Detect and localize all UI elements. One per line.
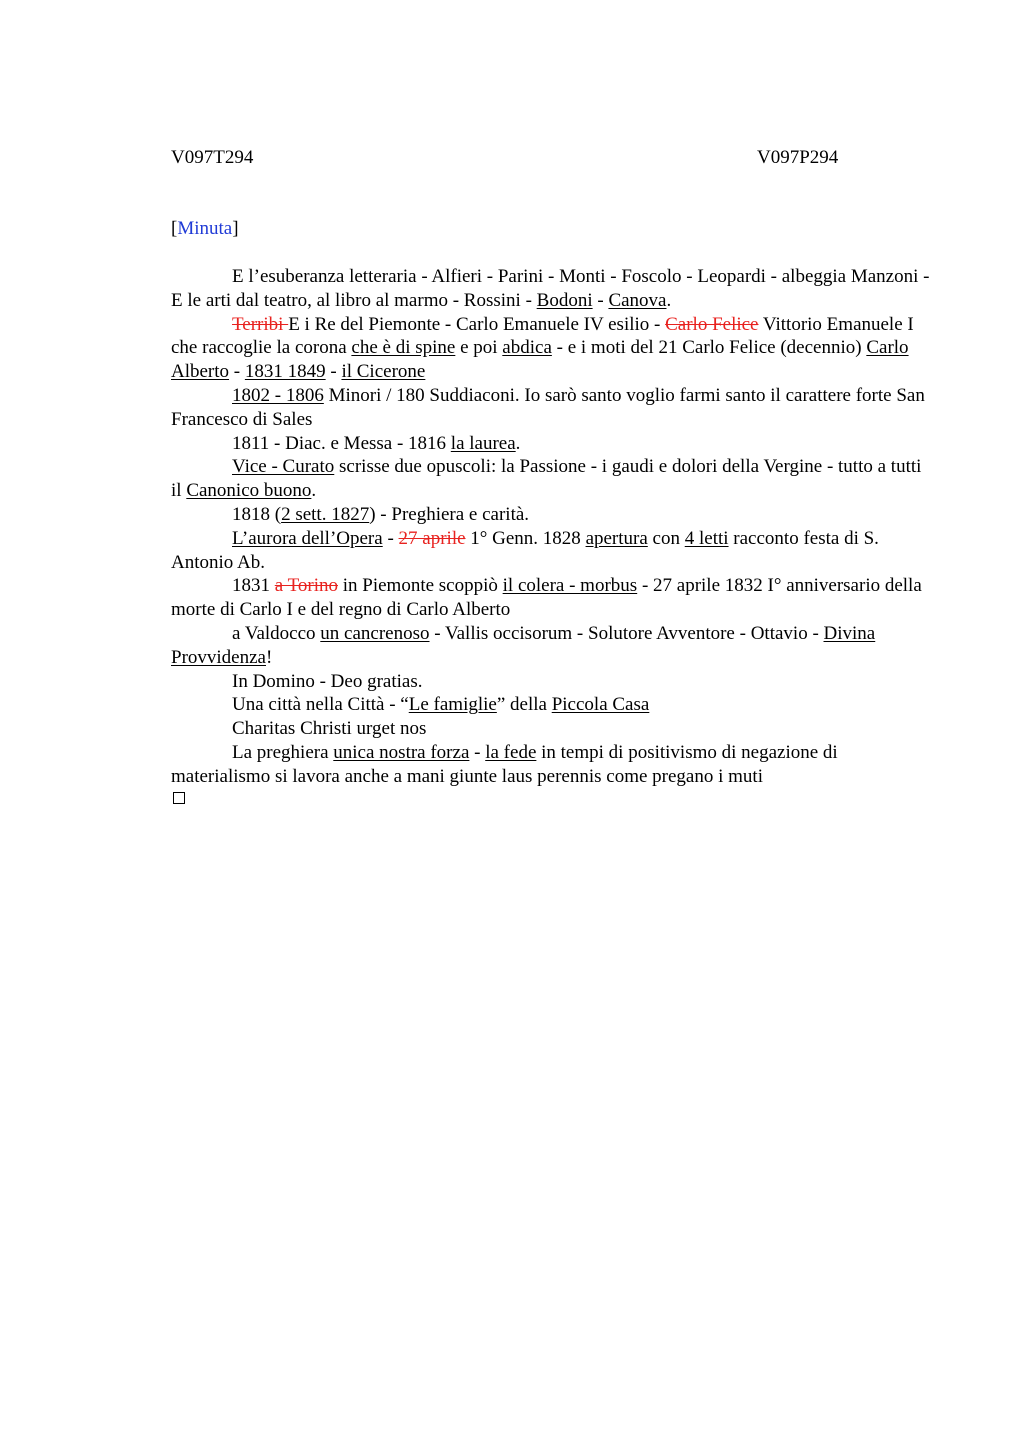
underlined-text: un cancrenoso <box>320 622 430 644</box>
text-run: Vittorio Emanuele I che raccoglie la corona <box>171 313 914 359</box>
text-run: - Vallis occisorum - Solutore Avventore - Ottavio - <box>429 622 824 644</box>
text-run: e poi <box>455 337 503 359</box>
minuta-label-line <box>171 217 239 241</box>
text-run: Minori / 180 Suddiaconi. Io sarò santo voglio farmi santo il carattere forte San Francesco di Sales <box>171 384 925 430</box>
text-run: - <box>325 361 342 383</box>
document-body <box>171 265 931 789</box>
text-run: a Valdocco <box>232 622 321 644</box>
text-run: - <box>469 741 486 763</box>
text-run: 1811 - Diac. e Messa - 1816 <box>232 432 451 454</box>
paragraph <box>171 574 931 622</box>
underlined-text: Le famiglie <box>408 694 497 716</box>
paragraph <box>171 503 931 527</box>
underlined-text: apertura <box>585 527 648 549</box>
underlined-text: 4 letti <box>684 527 729 549</box>
underlined-text: unica nostra forza <box>333 741 470 763</box>
text-run: - <box>592 289 609 311</box>
paragraph <box>171 670 931 694</box>
underlined-text: 2 sett. 1827 <box>281 503 370 525</box>
text-run: E l’esuberanza letteraria - Alfieri - Parini - Monti - Foscolo - Leopardi - albeggia Manzoni - E le arti dal teatro, al libro al marmo - Rossini - <box>171 266 930 311</box>
paragraph <box>171 741 931 789</box>
underlined-text: L’aurora dell’Opera <box>232 527 383 549</box>
deleted-text: Terribi <box>232 313 289 335</box>
empty-square-icon <box>173 792 185 804</box>
paragraph <box>171 265 931 313</box>
text-run: Charitas Christi urget nos <box>232 718 427 740</box>
minuta-label: Minuta <box>177 218 233 239</box>
underlined-text: che è di spine <box>351 337 456 359</box>
text-run: E i Re del Piemonte - Carlo Emanuele IV esilio - <box>288 313 666 335</box>
deleted-text: a Torino <box>274 575 338 597</box>
underlined-text: 1802 - 1806 <box>232 384 324 406</box>
header-left-code: V097T294 <box>171 147 254 168</box>
text-run: 1831 <box>232 575 275 597</box>
text-run: ) - Preghiera e carità. <box>369 503 530 525</box>
paragraph <box>171 455 931 503</box>
paragraph <box>171 527 931 575</box>
text-run: in Piemonte scoppiò <box>337 575 503 597</box>
underlined-text: Canova <box>608 289 667 311</box>
deleted-text: Carlo Felice <box>665 313 759 335</box>
text-run: ” della <box>496 694 552 716</box>
underlined-text: la laurea <box>450 432 516 454</box>
bracket-close: ] <box>232 218 239 239</box>
text-run: In Domino - Deo gratias. <box>232 670 423 692</box>
paragraph <box>171 693 931 717</box>
underlined-text: 1831 1849 <box>244 361 326 383</box>
paragraph <box>171 432 931 456</box>
text-run: - <box>229 361 245 383</box>
text-run: - 27 aprile 1832 I° anniversario della morte di Carlo I e del regno di Carlo Alberto <box>171 575 922 621</box>
deleted-text: 27 aprile <box>398 527 466 549</box>
text-run: Una città nella Città - “ <box>232 694 409 716</box>
underlined-text: Bodoni <box>536 289 593 311</box>
text-run: . <box>515 432 521 454</box>
text-run: . <box>666 289 672 311</box>
bracket-open: [ <box>171 218 178 239</box>
paragraph <box>171 384 931 432</box>
underlined-text: Divina Provvidenza <box>171 622 876 668</box>
text-run: scrisse due opuscoli: la Passione - i gaudi e dolori della Vergine - tutto a tutti il <box>171 456 922 502</box>
text-run: 1818 ( <box>232 503 282 525</box>
text-run: La preghiera <box>232 741 334 763</box>
underlined-text: la fede <box>485 741 537 763</box>
underlined-text: Piccola Casa <box>551 694 650 716</box>
text-run: racconto festa di S. Antonio Ab. <box>171 527 879 573</box>
underlined-text: il Cicerone <box>341 361 426 383</box>
paragraph <box>171 313 931 384</box>
text-run: in tempi di positivismo di negazione di materialismo si lavora anche a mani giunte laus perennis come pregano i muti <box>171 741 838 787</box>
underlined-text: Carlo Alberto <box>171 337 909 383</box>
text-run: . <box>311 480 317 502</box>
underlined-text: Canonico buono <box>186 480 312 502</box>
text-run: con <box>647 527 685 549</box>
underlined-text: abdica <box>502 337 552 359</box>
text-run: 1° Genn. 1828 <box>465 527 586 549</box>
text-run: ! <box>265 646 273 668</box>
text-run: - <box>382 527 399 549</box>
text-run: - e i moti del 21 Carlo Felice (decennio) <box>551 337 867 359</box>
paragraph <box>171 717 931 741</box>
underlined-text: il colera - morbus <box>502 575 638 597</box>
paragraph <box>171 622 931 670</box>
underlined-text: Vice - Curato <box>232 456 335 478</box>
header-right-code: V097P294 <box>757 147 839 168</box>
